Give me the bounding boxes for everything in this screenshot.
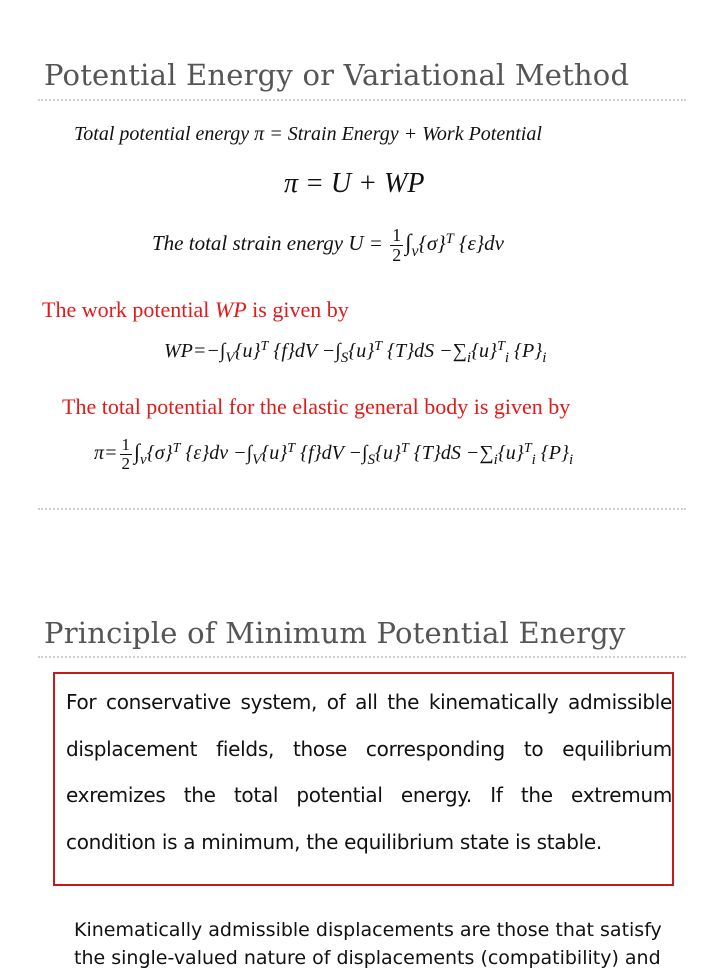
main-energy-equation-text: π = U + WP (284, 168, 425, 199)
strain-energy-equation: The total strain energy U = $\frac{1}{2}$ $\int_v\{\sigma\}^T$ {ε}dv (152, 225, 504, 265)
half-fraction: $\frac{1}{2}$ (121, 435, 131, 473)
slide-title: Potential Energy or Variational Method (44, 58, 630, 92)
admissible-displacements-note: Kinematically admissible displacements are those that satisfy the single-valued nature of displacements (compatibility) and (74, 919, 662, 969)
total-potential-equation: π= $\frac{1}{2}$ $\int_v\{\sigma\}^T$ $\{\varepsilon\}dv -\int_V\{u\}^T$ $\{f\}dV -\int_S\{u\}^T$ $\{T\}dS -\sum_i\{u\}^T_i$ $\{P\}_i$ (94, 435, 574, 473)
slide-minimum-potential-energy (0, 590, 720, 969)
principle-definition-box (53, 672, 674, 886)
title-divider (38, 99, 686, 101)
slide-bottom-divider (38, 508, 686, 510)
work-potential-equation: $WP=-\int_V\{u\}^T$ $\{f\}dV -\int_S\{u\}^T$ $\{T\}dS -\sum_i\{u\}^T_i$ $\{P\}_i$ (164, 339, 547, 367)
total-potential-label: The total potential for the elastic general body is given by (62, 394, 571, 419)
strain-energy-lead: The total strain energy U = (152, 231, 383, 256)
slide-title: Principle of Minimum Potential Energy (44, 616, 626, 650)
title-divider (38, 656, 686, 658)
total-potential-energy-definition: Total potential energy π = Strain Energy + Work Potential (74, 123, 542, 145)
principle-definition-text: For conservative system, of all the kinematically admissible displacement fields, those corresponding to equilibrium exremizes the total potential energy. If the extremum condition is a minimum, the equilibrium state is stable. (66, 690, 672, 854)
half-fraction: $\frac{1}{2}$ (392, 225, 402, 265)
main-energy-equation (284, 168, 424, 200)
work-potential-label: The work potential WP is given by (42, 297, 349, 322)
